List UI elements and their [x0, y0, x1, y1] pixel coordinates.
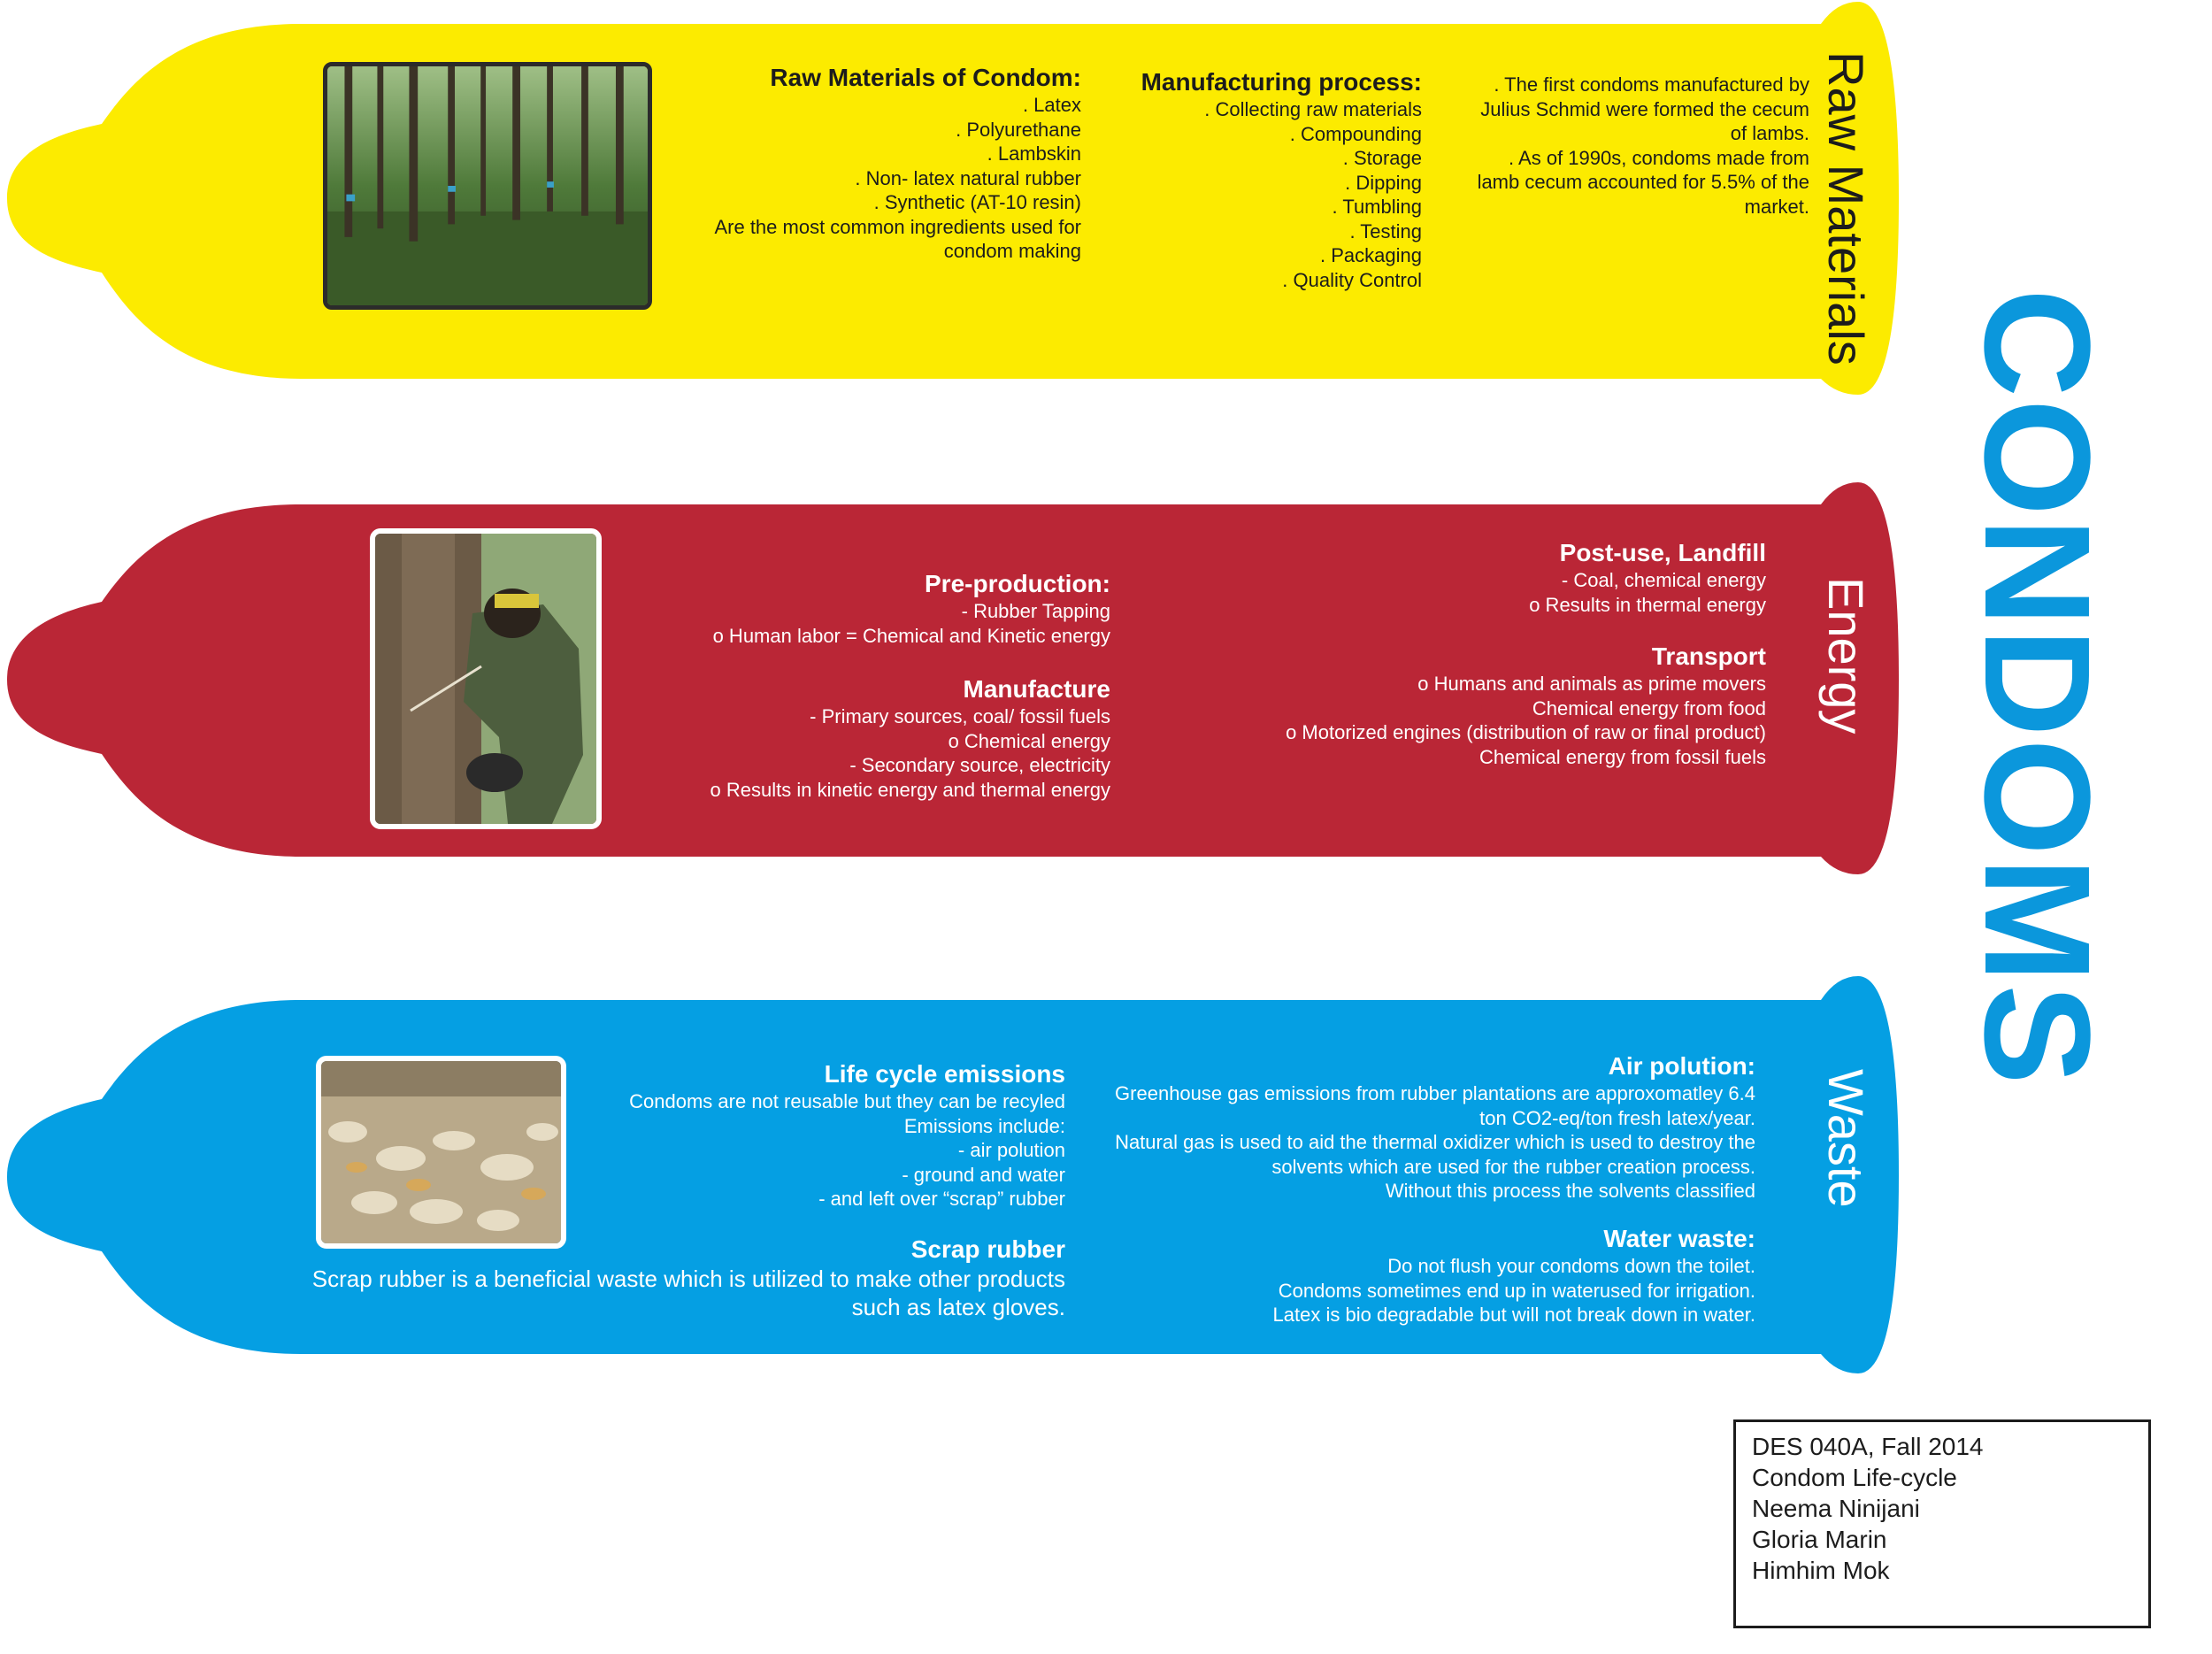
list-item: . Latex [1022, 94, 1081, 116]
life-cycle-heading: Life cycle emissions [824, 1060, 1065, 1088]
credit-line: Himhim Mok [1752, 1557, 1890, 1584]
post-use-section [1182, 538, 1766, 617]
water-waste-heading: Water waste: [1603, 1225, 1755, 1252]
list-item: . Non- latex natural rubber [855, 166, 1081, 189]
list-item: Julius Schmid were formed the cecum [1480, 97, 1809, 120]
list-item: condom making [943, 240, 1081, 262]
list-item: - air polution [957, 1139, 1065, 1161]
list-item: . As of 1990s, condoms made from [1509, 146, 1809, 169]
credit-line: Condom Life-cycle [1752, 1464, 1957, 1491]
manufacturing-process-list [1050, 67, 1422, 292]
rubber-tapping-photo [370, 528, 602, 829]
credits-box [1733, 1419, 2151, 1628]
band-label-raw-materials: Raw Materials [1818, 51, 1874, 365]
manufacture-heading: Manufacture [963, 675, 1110, 703]
list-item: - ground and water [902, 1163, 1065, 1186]
list-item: Latex is bio degradable but will not break down in water. [1272, 1304, 1755, 1326]
water-waste-section [1030, 1224, 1755, 1327]
scrap-rubber-photo [316, 1056, 566, 1249]
list-item: . Quality Control [1282, 268, 1422, 291]
list-item: . Tumbling [1332, 196, 1422, 218]
list-item: o Chemical energy [948, 729, 1110, 752]
list-item: o Human labor = Chemical and Kinetic energy [712, 624, 1110, 647]
list-item: o Humans and animals as prime movers [1417, 673, 1766, 695]
list-item: . Compounding [1289, 122, 1422, 145]
list-item: - Coal, chemical energy [1561, 569, 1766, 591]
list-item: . Testing [1349, 219, 1422, 242]
pre-production-heading: Pre-production: [925, 570, 1110, 597]
list-item: . Lambskin [987, 142, 1081, 165]
list-item: o Motorized engines (distribution of raw or final product) [1286, 721, 1766, 743]
list-item: Emissions include: [903, 1114, 1065, 1137]
list-item: . The first condoms manufactured by [1494, 73, 1809, 96]
list-item: . Dipping [1345, 171, 1422, 194]
list-item: o Results in thermal energy [1529, 593, 1766, 616]
list-item: . Polyurethane [956, 118, 1081, 141]
credit-line: Neema Ninijani [1752, 1495, 1920, 1522]
list-item: Greenhouse gas emissions from rubber plantations are approxomatley 6.4 [1115, 1082, 1755, 1104]
list-item: . Synthetic (AT-10 resin) [873, 191, 1081, 213]
list-item: - Secondary source, electricity [849, 754, 1110, 776]
list-item: o Results in kinetic energy and thermal energy [710, 778, 1110, 801]
transport-section [1182, 642, 1766, 769]
list-item: such as latex gloves. [851, 1294, 1065, 1320]
raw-materials-heading: Raw Materials of Condom: [770, 64, 1081, 91]
air-pollution-heading: Air polution: [1608, 1052, 1755, 1080]
list-item: solvents which are used for the rubber creation process. [1271, 1155, 1755, 1178]
list-item: . Storage [1342, 147, 1422, 169]
list-item: Do not flush your condoms down the toilet. [1387, 1255, 1755, 1277]
list-item: Chemical energy from food [1532, 696, 1766, 719]
manufacture-section [615, 674, 1110, 802]
life-cycle-emissions-section [570, 1059, 1065, 1212]
air-pollution-section [1030, 1051, 1755, 1204]
list-item: - Rubber Tapping [961, 600, 1110, 622]
list-item: Natural gas is used to aid the thermal oxidizer which is used to destroy the [1115, 1131, 1755, 1153]
list-item: lamb cecum accounted for 5.5% of the [1477, 171, 1809, 193]
list-item: - and left over “scrap” rubber [818, 1188, 1065, 1210]
list-item: of lambs. [1730, 122, 1809, 144]
list-item: - Primary sources, coal/ fossil fuels [810, 705, 1110, 727]
list-item: Scrap rubber is a beneficial waste which is utilized to make other products [311, 1266, 1065, 1292]
post-use-heading: Post-use, Landfill [1559, 539, 1766, 566]
band-label-energy: Energy [1818, 577, 1874, 735]
raw-materials-list [586, 63, 1081, 264]
page-title: CONDOMS [1953, 288, 2121, 1087]
list-item: Chemical energy from fossil fuels [1479, 745, 1766, 768]
list-item: Are the most common ingredients used for [714, 215, 1081, 238]
scrap-rubber-section [269, 1235, 1065, 1321]
transport-heading: Transport [1651, 642, 1766, 670]
manufacturing-heading: Manufacturing process: [1141, 68, 1422, 96]
list-item: market. [1744, 195, 1809, 218]
list-item: Condoms are not reusable but they can be recyled [629, 1090, 1065, 1112]
scrap-rubber-heading: Scrap rubber [910, 1235, 1065, 1263]
list-item: . Packaging [1320, 244, 1422, 266]
list-item: Condoms sometimes end up in waterused for irrigation. [1278, 1279, 1755, 1302]
history-notes [1429, 73, 1809, 219]
list-item: ton CO2-eq/ton fresh latex/year. [1479, 1106, 1755, 1129]
list-item: . Collecting raw materials [1204, 98, 1422, 120]
credit-line: Gloria Marin [1752, 1526, 1887, 1553]
band-label-waste: Waste [1818, 1069, 1874, 1208]
pre-production-section [615, 569, 1110, 648]
list-item: Without this process the solvents classified [1385, 1180, 1755, 1202]
credit-line: DES 040A, Fall 2014 [1752, 1433, 1984, 1460]
